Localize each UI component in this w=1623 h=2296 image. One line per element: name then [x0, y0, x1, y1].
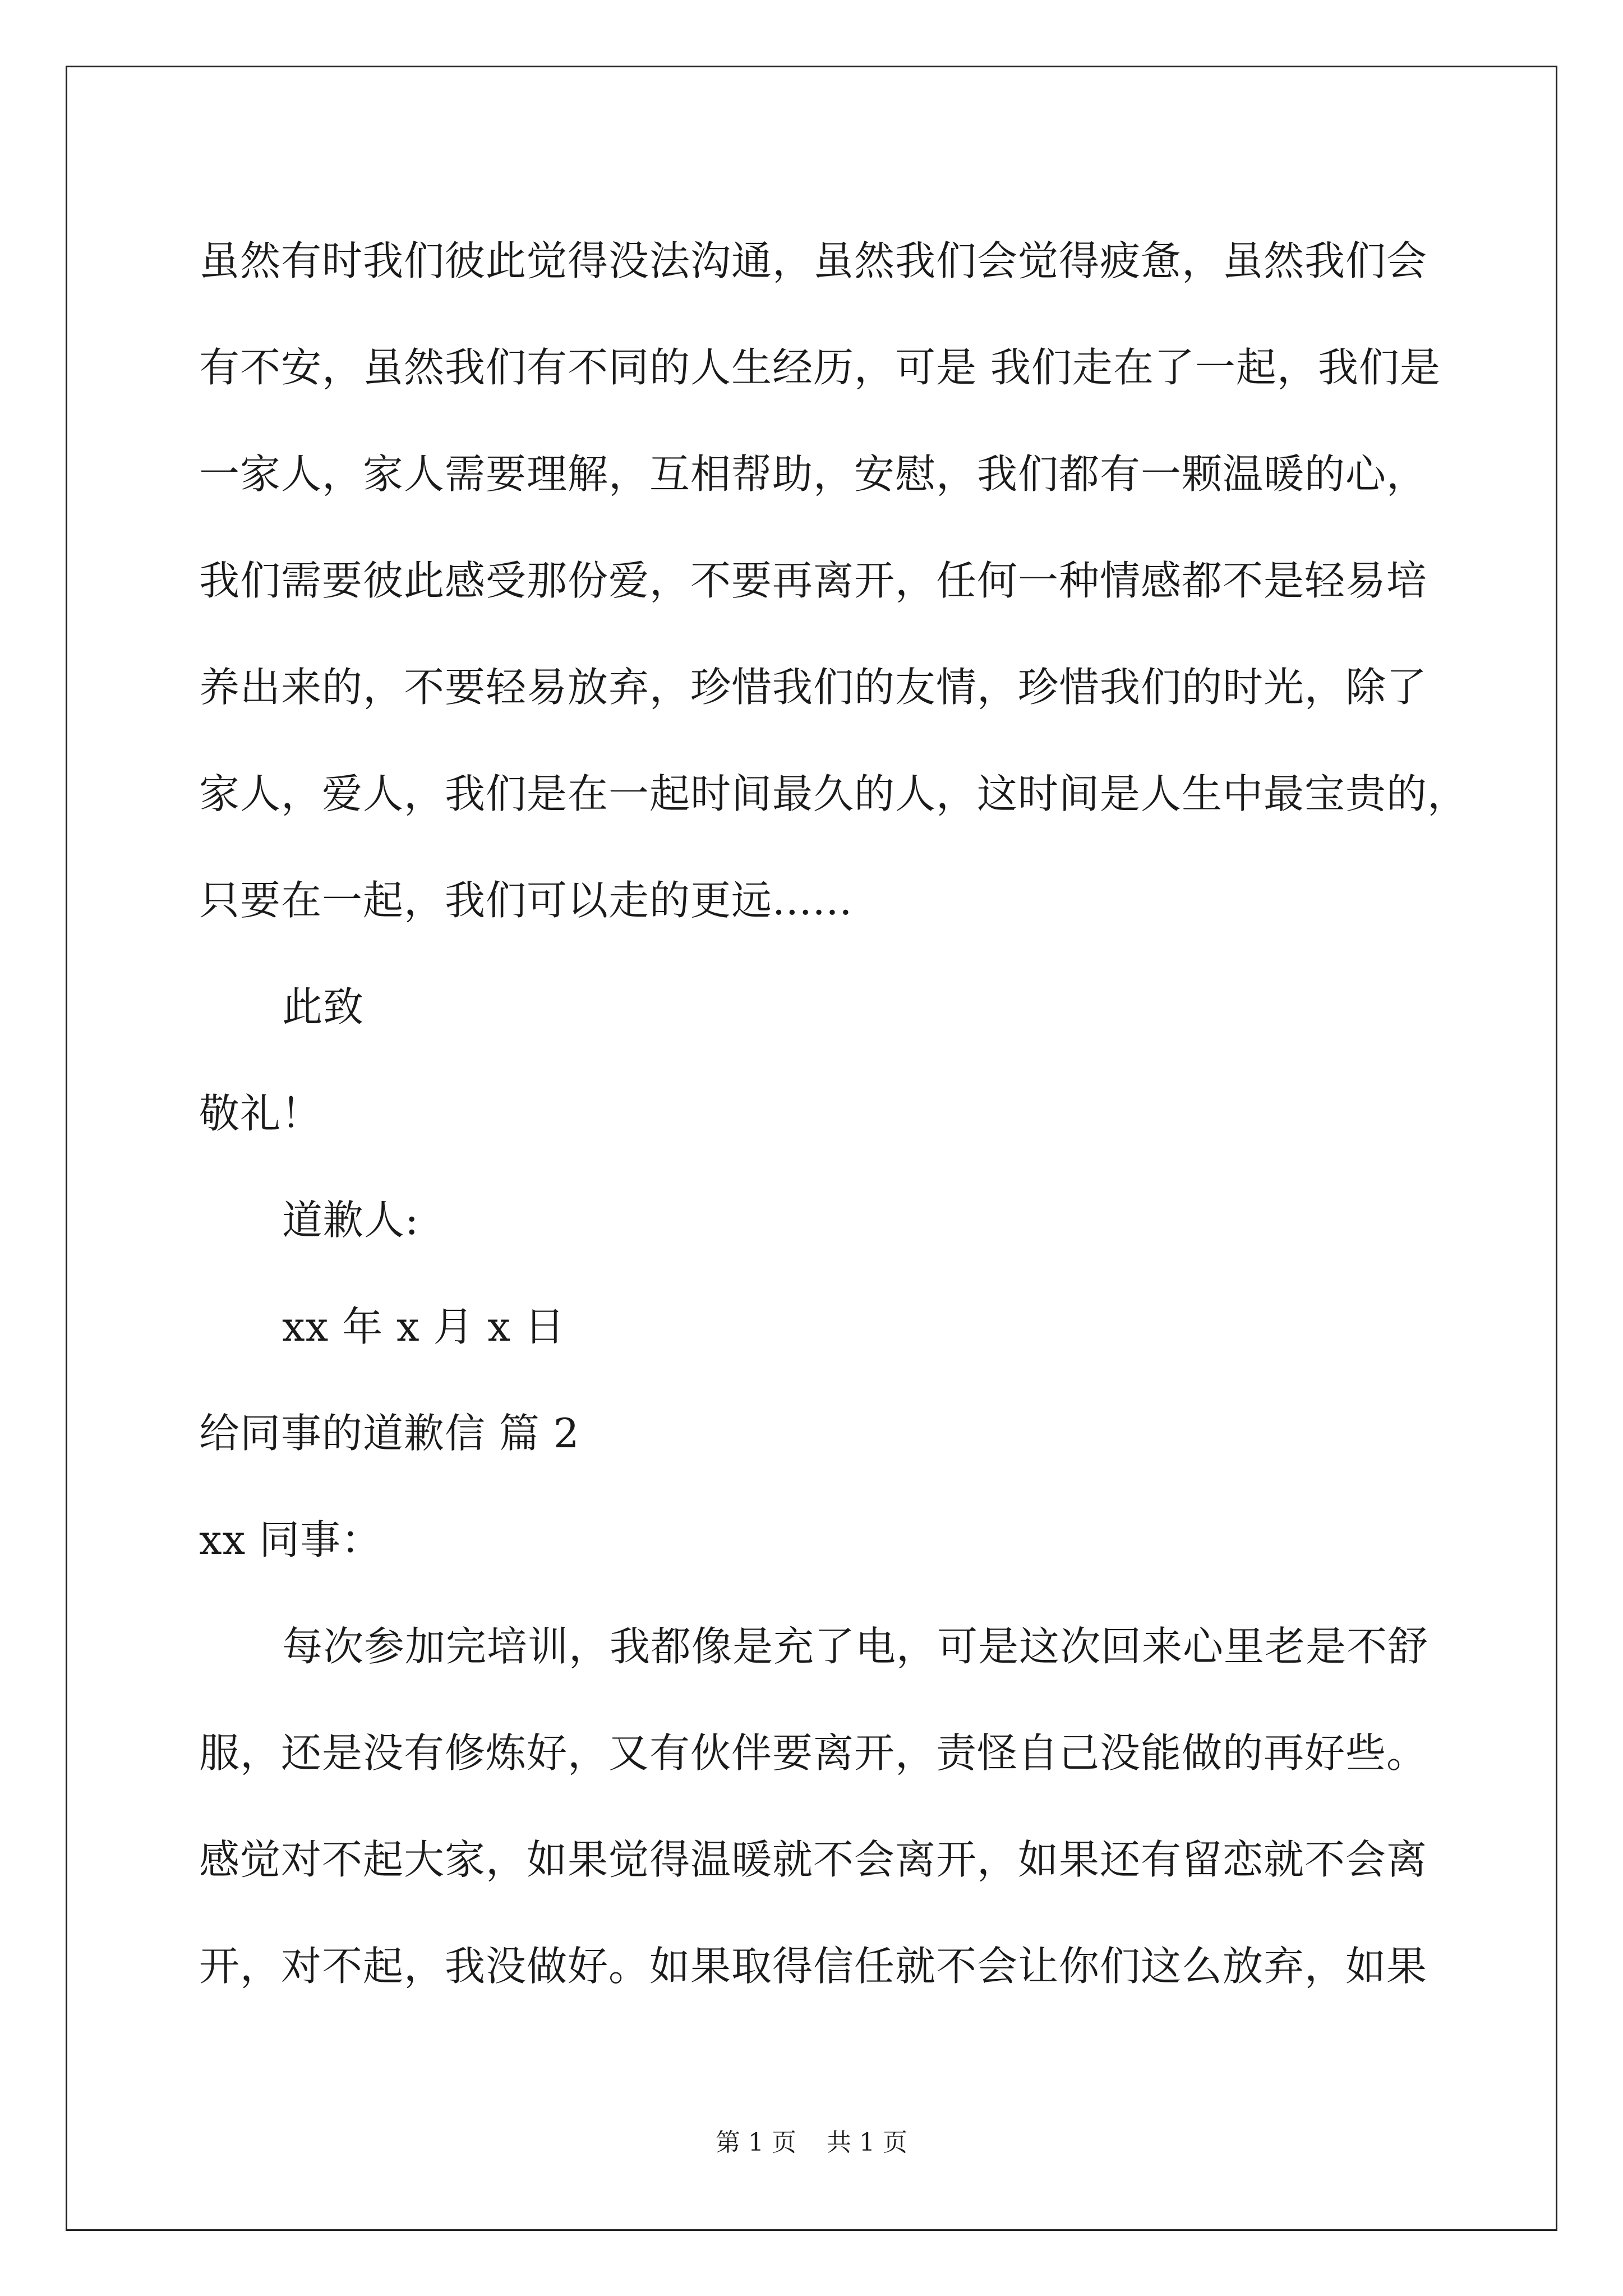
section-title: 给同事的道歉信 篇 2 [199, 1410, 580, 1457]
paragraph-line: 有不安，虽然我们有不同的人生经历，可是 我们走在了一起，我们是 [199, 344, 1441, 391]
paragraph-line: 我们需要彼此感受那份爱，不要再离开，任何一种情感都不是轻易培 [199, 557, 1428, 604]
paragraph-line: 服，还是没有修炼好，又有伙伴要离开，责怪自己没能做的再好些。 [199, 1729, 1428, 1777]
paragraph-line: 虽然有时我们彼此觉得没法沟通，虽然我们会觉得疲惫，虽然我们会 [199, 237, 1428, 284]
paragraph-line: 只要在一起，我们可以走的更远...... [199, 877, 853, 924]
page-number-current: 第 1 页 [716, 2128, 796, 2157]
date-text: xx 年 x 月 x 日 [282, 1303, 565, 1350]
paragraph-line: 感觉对不起大家，如果觉得温暖就不会离开，如果还有留恋就不会离 [199, 1836, 1428, 1883]
paragraph-line: 每次参加完培训，我都像是充了电，可是这次回来心里老是不舒 [282, 1623, 1429, 1670]
paragraph-line: 家人，爱人，我们是在一起时间最久的人，这时间是人生中最宝贵的， [199, 770, 1469, 817]
paragraph-line: 开，对不起，我没做好。如果取得信任就不会让你们这么放弃，如果 [199, 1943, 1428, 1990]
signer-label: 道歉人: [282, 1197, 419, 1244]
closing-text: 此致 [282, 983, 365, 1030]
page-number-total: 共 1 页 [827, 2128, 907, 2157]
document-body [199, 208, 1469, 2019]
paragraph-line: 一家人，家人需要理解，互相帮助，安慰，我们都有一颗温暖的心， [199, 450, 1428, 498]
paragraph-line: 养出来的，不要轻易放弃，珍惜我们的友情，珍惜我们的时光，除了 [199, 664, 1428, 711]
greeting-text: xx 同事： [199, 1516, 382, 1563]
page-footer [0, 2126, 1623, 2160]
salute-text: 敬礼！ [199, 1090, 322, 1137]
